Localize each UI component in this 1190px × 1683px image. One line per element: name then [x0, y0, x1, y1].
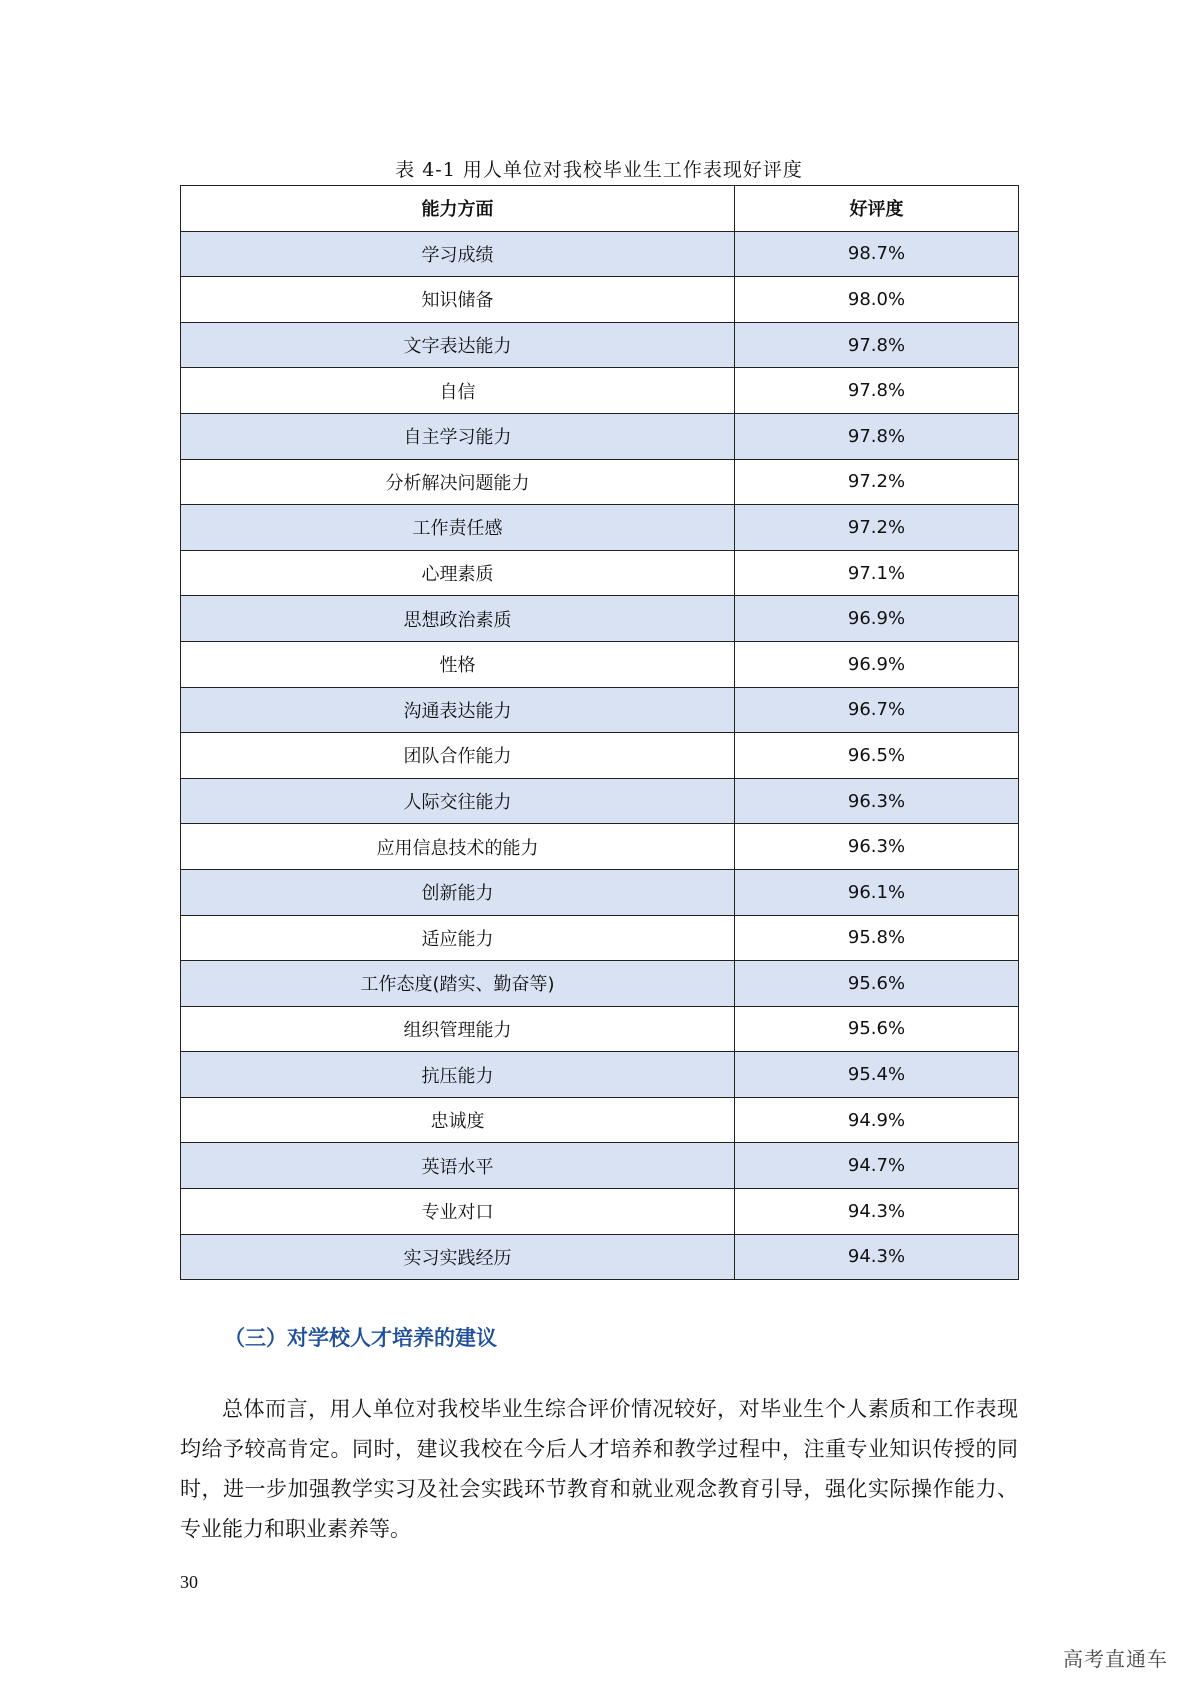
rating-cell: 96.9%	[735, 641, 1019, 687]
rating-cell: 96.1%	[735, 869, 1019, 915]
header-ability: 能力方面	[181, 186, 735, 232]
table-row	[181, 322, 1019, 368]
ability-cell: 应用信息技术的能力	[181, 824, 735, 870]
ability-cell: 知识储备	[181, 277, 735, 323]
section-heading: （三）对学校人才培养的建议	[224, 1326, 497, 1350]
table-row	[181, 869, 1019, 915]
ability-cell: 忠诚度	[181, 1097, 735, 1143]
table-row	[181, 1189, 1019, 1235]
table-row	[181, 550, 1019, 596]
table-row	[181, 596, 1019, 642]
table-row	[181, 277, 1019, 323]
table-row	[181, 824, 1019, 870]
rating-cell: 95.6%	[735, 1006, 1019, 1052]
table-row	[181, 733, 1019, 779]
rating-cell: 95.4%	[735, 1052, 1019, 1098]
table-row	[181, 413, 1019, 459]
section-paragraph: 总体而言，用人单位对我校毕业生综合评价情况较好，对毕业生个人素质和工作表现均给予较高肯定。同时，建议我校在今后人才培养和教学过程中，注重专业知识传授的同时，进一步加强教学实习及社会实践环节教育和就业观念教育引导，强化实际操作能力、专业能力和职业素养等。	[180, 1397, 1018, 1541]
ability-cell: 分析解决问题能力	[181, 459, 735, 505]
employer-rating-table	[180, 185, 1019, 1280]
watermark-text: 高考直通车	[1063, 1647, 1168, 1671]
ability-cell: 实习实践经历	[181, 1234, 735, 1280]
ability-cell: 组织管理能力	[181, 1006, 735, 1052]
rating-cell: 97.2%	[735, 505, 1019, 551]
header-rating: 好评度	[735, 186, 1019, 232]
table-row	[181, 687, 1019, 733]
page-number: 30	[180, 1572, 198, 1592]
table-row	[181, 1006, 1019, 1052]
ability-cell: 沟通表达能力	[181, 687, 735, 733]
table-row	[181, 778, 1019, 824]
rating-cell: 96.5%	[735, 733, 1019, 779]
table-row	[181, 459, 1019, 505]
ability-cell: 心理素质	[181, 550, 735, 596]
ability-cell: 英语水平	[181, 1143, 735, 1189]
rating-cell: 96.7%	[735, 687, 1019, 733]
table-body	[181, 231, 1019, 1280]
ability-cell: 人际交往能力	[181, 778, 735, 824]
rating-cell: 94.9%	[735, 1097, 1019, 1143]
table-header-row	[181, 186, 1019, 232]
ability-cell: 性格	[181, 641, 735, 687]
ability-cell: 文字表达能力	[181, 322, 735, 368]
rating-cell: 96.3%	[735, 824, 1019, 870]
table-row	[181, 505, 1019, 551]
table-row	[181, 368, 1019, 414]
ability-cell: 专业对口	[181, 1189, 735, 1235]
ability-cell: 思想政治素质	[181, 596, 735, 642]
rating-cell: 97.8%	[735, 368, 1019, 414]
ability-cell: 抗压能力	[181, 1052, 735, 1098]
rating-cell: 97.1%	[735, 550, 1019, 596]
rating-cell: 97.8%	[735, 322, 1019, 368]
table-row	[181, 1052, 1019, 1098]
ability-cell: 自主学习能力	[181, 413, 735, 459]
ability-cell: 团队合作能力	[181, 733, 735, 779]
rating-cell: 98.0%	[735, 277, 1019, 323]
rating-cell: 98.7%	[735, 231, 1019, 277]
table-row	[181, 1097, 1019, 1143]
rating-cell: 94.3%	[735, 1189, 1019, 1235]
rating-cell: 97.2%	[735, 459, 1019, 505]
rating-cell: 97.8%	[735, 413, 1019, 459]
table-row	[181, 1143, 1019, 1189]
ability-cell: 工作责任感	[181, 505, 735, 551]
rating-cell: 94.7%	[735, 1143, 1019, 1189]
ability-cell: 工作态度(踏实、勤奋等)	[181, 961, 735, 1007]
rating-cell: 94.3%	[735, 1234, 1019, 1280]
rating-cell: 95.8%	[735, 915, 1019, 961]
table-row	[181, 1234, 1019, 1280]
ability-cell: 创新能力	[181, 869, 735, 915]
rating-cell: 96.3%	[735, 778, 1019, 824]
rating-cell: 96.9%	[735, 596, 1019, 642]
ability-cell: 适应能力	[181, 915, 735, 961]
ability-cell: 学习成绩	[181, 231, 735, 277]
rating-cell: 95.6%	[735, 961, 1019, 1007]
table-caption: 表 4-1 用人单位对我校毕业生工作表现好评度	[395, 159, 803, 181]
table-row	[181, 641, 1019, 687]
table-row	[181, 961, 1019, 1007]
table-row	[181, 231, 1019, 277]
ability-cell: 自信	[181, 368, 735, 414]
table-row	[181, 915, 1019, 961]
